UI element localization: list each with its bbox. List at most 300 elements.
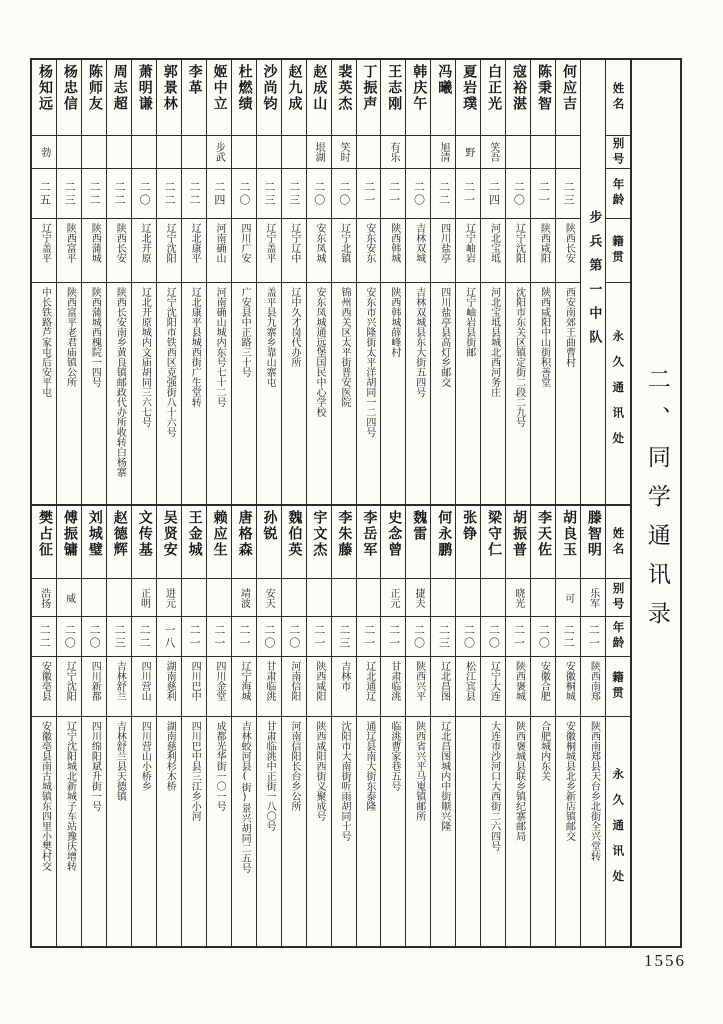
person-age-cell bbox=[581, 617, 605, 657]
person-age: 二一 bbox=[462, 180, 476, 207]
person-name-cell bbox=[357, 506, 381, 579]
person-alias-cell bbox=[357, 579, 381, 617]
person-origin-cell bbox=[531, 219, 555, 283]
person-alias-cell bbox=[132, 136, 156, 169]
person-address: 安东市兴隆街太平洋胡同一二四号 bbox=[363, 287, 375, 437]
header-address-label: 永久通讯处 bbox=[611, 767, 626, 896]
person-alias-cell bbox=[431, 136, 455, 169]
person-origin-cell bbox=[332, 219, 356, 283]
person-origin: 四川金堂 bbox=[214, 661, 226, 701]
person-column bbox=[281, 60, 306, 504]
person-name-cell bbox=[57, 60, 81, 136]
person-age: 二〇 bbox=[537, 623, 551, 650]
person-name-cell bbox=[531, 60, 555, 136]
person-origin: 陕西富平 bbox=[64, 223, 76, 263]
person-name-cell bbox=[406, 506, 430, 579]
person-origin-cell bbox=[57, 219, 81, 283]
person-age: 二一 bbox=[187, 623, 201, 650]
person-address: 陕西蒲城西槐院一四号 bbox=[89, 287, 101, 387]
person-alias: 可 bbox=[562, 592, 574, 603]
person-address: 合肥城内东关 bbox=[538, 721, 550, 781]
person-origin: 吉林市 bbox=[338, 661, 350, 691]
person-age: 二四 bbox=[212, 180, 226, 207]
top-row-header-column bbox=[605, 60, 630, 504]
person-address-cell bbox=[57, 717, 81, 946]
person-alias-cell bbox=[456, 579, 480, 617]
person-name-cell bbox=[157, 506, 181, 579]
person-alias: 晓光 bbox=[512, 587, 524, 608]
person-name: 赵九成 bbox=[286, 64, 303, 112]
person-origin: 陕西蒲城 bbox=[89, 223, 101, 263]
person-origin: 辽宁岫岩 bbox=[463, 223, 475, 263]
person-origin-cell bbox=[357, 219, 381, 283]
person-age: 二一 bbox=[512, 623, 526, 650]
person-alias-cell bbox=[381, 136, 405, 169]
person-alias-cell bbox=[307, 579, 331, 617]
person-origin: 四川营山 bbox=[139, 661, 151, 701]
person-name: 寇裕湛 bbox=[511, 64, 528, 112]
person-age-cell bbox=[82, 169, 106, 219]
person-alias-cell bbox=[182, 136, 206, 169]
person-age-cell bbox=[556, 617, 580, 657]
person-age: 二二 bbox=[38, 623, 52, 650]
person-alias-cell bbox=[182, 579, 206, 617]
person-origin: 四川盐亭 bbox=[438, 223, 450, 263]
person-name: 张铮 bbox=[461, 510, 478, 542]
person-origin: 辽北通辽 bbox=[363, 661, 375, 701]
person-alias-cell bbox=[282, 136, 306, 169]
person-age: 二三 bbox=[287, 180, 301, 207]
person-name-cell bbox=[406, 60, 430, 136]
person-origin: 甘肃临洮 bbox=[263, 661, 275, 701]
person-address: 吉林蛟河县(街)景兴胡同二五号 bbox=[239, 721, 251, 873]
section-title-column bbox=[630, 60, 680, 946]
person-address-cell bbox=[556, 283, 580, 504]
person-name-cell bbox=[307, 506, 331, 579]
person-age: 二四 bbox=[487, 180, 501, 207]
person-address-cell bbox=[307, 717, 331, 946]
person-name: 郭景林 bbox=[161, 64, 178, 112]
person-age: 二〇 bbox=[512, 180, 526, 207]
person-name-cell bbox=[257, 60, 281, 136]
person-name-cell bbox=[107, 60, 131, 136]
person-address: 甘肃临洮中正街一八〇号 bbox=[264, 721, 276, 831]
person-origin: 安东凤城 bbox=[313, 223, 325, 263]
person-name-cell bbox=[157, 60, 181, 136]
person-address: 沈阳市大南街听雨胡同十号 bbox=[338, 721, 350, 841]
person-name-cell bbox=[182, 60, 206, 136]
person-origin-cell bbox=[232, 219, 256, 283]
person-address-cell bbox=[132, 283, 156, 504]
person-alias-cell bbox=[57, 136, 81, 169]
person-age-cell bbox=[132, 169, 156, 219]
person-name-cell bbox=[456, 506, 480, 579]
person-address-cell bbox=[581, 717, 605, 946]
person-age-cell bbox=[257, 617, 281, 657]
person-origin-cell bbox=[381, 219, 405, 283]
person-origin: 安东安东 bbox=[363, 223, 375, 263]
person-alias-cell bbox=[82, 136, 106, 169]
person-name-cell bbox=[506, 60, 530, 136]
person-age: 二三 bbox=[562, 180, 576, 207]
person-column bbox=[81, 60, 106, 504]
person-name: 魏伯英 bbox=[286, 510, 303, 558]
person-column bbox=[455, 506, 480, 946]
person-alias: 勃 bbox=[38, 147, 50, 157]
person-origin-cell bbox=[531, 657, 555, 717]
person-alias-cell bbox=[531, 136, 555, 169]
person-column bbox=[306, 506, 331, 946]
person-age: 二二 bbox=[163, 180, 177, 207]
person-name: 杨知远 bbox=[36, 64, 53, 112]
person-column bbox=[256, 60, 281, 504]
person-origin-cell bbox=[107, 657, 131, 717]
person-origin-cell bbox=[257, 219, 281, 283]
person-age-cell bbox=[456, 169, 480, 219]
person-origin-cell bbox=[132, 219, 156, 283]
person-column bbox=[430, 506, 455, 946]
person-alias-cell bbox=[207, 136, 231, 169]
person-age: 二〇 bbox=[63, 623, 77, 650]
person-age-cell bbox=[481, 169, 505, 219]
person-column bbox=[32, 60, 56, 504]
person-age-cell bbox=[506, 617, 530, 657]
person-name: 梁守仁 bbox=[486, 510, 503, 558]
person-origin: 辽宁海城 bbox=[238, 661, 250, 701]
person-origin: 安徽桐城 bbox=[563, 661, 575, 701]
header-origin-cell bbox=[606, 657, 630, 717]
person-origin-cell bbox=[132, 657, 156, 717]
person-name-cell bbox=[82, 60, 106, 136]
person-alias-cell bbox=[406, 136, 430, 169]
person-column bbox=[256, 506, 281, 946]
person-address-cell bbox=[381, 717, 405, 946]
unit-label: 步兵第一中队 bbox=[586, 210, 602, 354]
person-name: 韩庆午 bbox=[411, 64, 428, 112]
person-column bbox=[530, 60, 555, 504]
person-address: 吉林舒兰县天德镇 bbox=[114, 721, 126, 801]
person-name-cell bbox=[32, 60, 56, 136]
person-address: 四川巴中县三江乡小河 bbox=[189, 721, 201, 821]
person-age: 二三 bbox=[262, 180, 276, 207]
person-address: 陕西咸阳中山街积善堂 bbox=[538, 287, 550, 387]
person-origin-cell bbox=[481, 657, 505, 717]
header-alias-label: 别号 bbox=[611, 582, 626, 613]
person-origin-cell bbox=[107, 219, 131, 283]
person-name-cell bbox=[556, 506, 580, 579]
person-alias: 靖波 bbox=[238, 587, 250, 608]
person-address: 辽北康平县城西街广生堂转 bbox=[189, 287, 201, 407]
header-alias-cell bbox=[606, 579, 630, 617]
person-age: 二一 bbox=[387, 180, 401, 207]
person-origin: 河北宝坻 bbox=[488, 223, 500, 263]
person-address: 安徽亳县南古城镇东四里小樊村交 bbox=[39, 721, 51, 871]
person-address-cell bbox=[107, 717, 131, 946]
person-address-cell bbox=[481, 717, 505, 946]
person-origin: 辽北开原 bbox=[139, 223, 151, 263]
person-address: 辽宁沈阳城北新城子车站豫庆增转 bbox=[64, 721, 76, 871]
page-number: 1556 bbox=[644, 951, 686, 970]
person-address-cell bbox=[132, 717, 156, 946]
person-name: 萧明谦 bbox=[136, 64, 153, 112]
person-age: 二一 bbox=[237, 623, 251, 650]
person-address: 陕西富平老君庙镇公所 bbox=[64, 287, 76, 387]
person-origin-cell bbox=[357, 657, 381, 717]
tables-area bbox=[32, 60, 630, 946]
person-alias-cell bbox=[282, 579, 306, 617]
person-alias-cell bbox=[82, 579, 106, 617]
person-age-cell bbox=[332, 617, 356, 657]
person-age-cell bbox=[431, 169, 455, 219]
person-address-cell bbox=[332, 283, 356, 504]
person-age-cell bbox=[207, 617, 231, 657]
person-age: 二二 bbox=[113, 180, 127, 207]
person-age-cell bbox=[556, 169, 580, 219]
person-name: 文传基 bbox=[136, 510, 153, 558]
person-name-cell bbox=[132, 60, 156, 136]
person-origin-cell bbox=[506, 219, 530, 283]
person-alias-cell bbox=[406, 579, 430, 617]
person-column bbox=[156, 60, 181, 504]
person-alias-cell bbox=[107, 136, 131, 169]
person-address: 辽北开原城内文庙胡同三六七号 bbox=[139, 287, 151, 427]
person-origin: 松江宾县 bbox=[463, 661, 475, 701]
person-name-cell bbox=[132, 506, 156, 579]
header-alias-label: 别号 bbox=[611, 136, 626, 168]
person-name: 滕智明 bbox=[585, 510, 602, 558]
person-address: 沈阳市东关区镇定街二段二九号 bbox=[513, 287, 525, 427]
person-address-cell bbox=[82, 717, 106, 946]
person-age-cell bbox=[481, 617, 505, 657]
person-column bbox=[56, 60, 81, 504]
person-address-cell bbox=[531, 283, 555, 504]
person-origin-cell bbox=[207, 219, 231, 283]
person-alias: 有乐 bbox=[388, 142, 400, 162]
header-name-label: 姓名 bbox=[611, 526, 626, 558]
person-origin-cell bbox=[456, 219, 480, 283]
person-origin-cell bbox=[82, 657, 106, 717]
person-age-cell bbox=[157, 617, 181, 657]
person-name-cell bbox=[456, 60, 480, 136]
person-age: 二三 bbox=[337, 623, 351, 650]
person-name: 丁振声 bbox=[361, 64, 378, 112]
person-origin-cell bbox=[456, 657, 480, 717]
person-name: 裴英杰 bbox=[336, 64, 353, 112]
person-name: 姬中立 bbox=[211, 64, 228, 112]
person-address-cell bbox=[282, 717, 306, 946]
header-origin-label: 籍贯 bbox=[611, 671, 626, 702]
person-name: 胡振普 bbox=[511, 510, 528, 558]
person-name-cell bbox=[506, 506, 530, 579]
person-alias-cell bbox=[257, 579, 281, 617]
person-column bbox=[380, 60, 405, 504]
person-column bbox=[231, 60, 256, 504]
person-address-cell bbox=[332, 717, 356, 946]
person-name: 白正光 bbox=[486, 64, 503, 112]
person-name-cell bbox=[232, 506, 256, 579]
person-origin: 辽宁北镇 bbox=[338, 223, 350, 263]
person-name: 杜燃绩 bbox=[236, 64, 253, 112]
person-name-cell bbox=[481, 60, 505, 136]
person-name: 李岳军 bbox=[361, 510, 378, 558]
person-name-cell bbox=[232, 60, 256, 136]
person-age-cell bbox=[506, 169, 530, 219]
person-name-cell bbox=[282, 506, 306, 579]
person-address-cell bbox=[531, 717, 555, 946]
person-age: 二〇 bbox=[462, 623, 476, 650]
person-name-cell bbox=[431, 60, 455, 136]
person-age-cell bbox=[232, 617, 256, 657]
person-age-cell bbox=[381, 169, 405, 219]
person-name-cell bbox=[556, 60, 580, 136]
person-origin: 河南确山 bbox=[214, 223, 226, 263]
person-name: 王金城 bbox=[186, 510, 203, 558]
person-origin-cell bbox=[32, 657, 56, 717]
person-origin-cell bbox=[556, 657, 580, 717]
person-name: 周志超 bbox=[111, 64, 128, 112]
person-age-cell bbox=[157, 169, 181, 219]
person-origin-cell bbox=[57, 657, 81, 717]
person-address: 辽北昌图城内中街顺兴隆 bbox=[438, 721, 450, 831]
person-age: 二一 bbox=[587, 623, 601, 650]
person-name: 王志刚 bbox=[386, 64, 403, 112]
person-age-cell bbox=[82, 617, 106, 657]
person-address-cell bbox=[357, 283, 381, 504]
person-address-cell bbox=[456, 717, 480, 946]
person-column bbox=[455, 60, 480, 504]
person-origin-cell bbox=[381, 657, 405, 717]
person-address-cell bbox=[232, 717, 256, 946]
person-origin: 辽宁沈阳 bbox=[64, 661, 76, 701]
person-address: 辽宁岫岩县街邮 bbox=[463, 287, 475, 357]
person-age: 二〇 bbox=[88, 623, 102, 650]
person-column bbox=[530, 506, 555, 946]
person-age: 二一 bbox=[212, 623, 226, 650]
person-address: 广安县中正路三十号 bbox=[239, 287, 251, 377]
person-alias-cell bbox=[157, 136, 181, 169]
person-origin: 陕西南郑 bbox=[588, 661, 600, 701]
person-origin-cell bbox=[431, 657, 455, 717]
header-name-cell bbox=[606, 506, 630, 579]
person-alias: 笑吾 bbox=[487, 142, 499, 162]
person-alias-cell bbox=[232, 579, 256, 617]
person-origin-cell bbox=[182, 219, 206, 283]
person-origin-cell bbox=[307, 219, 331, 283]
person-origin-cell bbox=[232, 657, 256, 717]
person-address: 辽中久才岗代办所 bbox=[289, 287, 301, 367]
person-alias-cell bbox=[556, 579, 580, 617]
person-column bbox=[505, 506, 530, 946]
person-origin: 辽宁沈阳 bbox=[513, 223, 525, 263]
person-address-cell bbox=[107, 283, 131, 504]
header-age-cell bbox=[606, 169, 630, 219]
person-origin: 辽北昌图 bbox=[438, 661, 450, 701]
person-name: 胡良玉 bbox=[560, 510, 577, 558]
person-origin: 四川广安 bbox=[238, 223, 250, 263]
person-origin: 吉林双城 bbox=[413, 223, 425, 263]
person-origin: 辽宁大连 bbox=[488, 661, 500, 701]
person-address: 成都光华街一〇一号 bbox=[214, 721, 226, 811]
person-alias: 乐军 bbox=[587, 587, 599, 608]
top-table bbox=[32, 60, 630, 506]
person-age: 一八 bbox=[163, 623, 177, 650]
person-origin-cell bbox=[481, 219, 505, 283]
unit-column bbox=[580, 60, 605, 504]
person-address-cell bbox=[506, 283, 530, 504]
person-alias: 安天 bbox=[263, 587, 275, 608]
person-origin-cell bbox=[157, 219, 181, 283]
person-origin-cell bbox=[556, 219, 580, 283]
person-origin-cell bbox=[581, 657, 605, 717]
person-age-cell bbox=[207, 169, 231, 219]
person-origin: 辽宁沈阳 bbox=[164, 223, 176, 263]
person-name: 陈师友 bbox=[86, 64, 103, 112]
person-alias-cell bbox=[431, 579, 455, 617]
person-column bbox=[356, 60, 381, 504]
section-title: 二、同学通讯录 bbox=[643, 366, 670, 640]
person-origin: 吉林舒兰 bbox=[114, 661, 126, 701]
person-name-cell bbox=[207, 506, 231, 579]
person-alias-cell bbox=[556, 136, 580, 169]
header-age-label: 年龄 bbox=[611, 621, 626, 652]
person-alias-cell bbox=[506, 579, 530, 617]
person-name-cell bbox=[257, 506, 281, 579]
person-origin-cell bbox=[406, 657, 430, 717]
person-name: 刘城璧 bbox=[86, 510, 103, 558]
person-name-cell bbox=[481, 506, 505, 579]
header-age-cell bbox=[606, 617, 630, 657]
person-column bbox=[480, 60, 505, 504]
person-alias: 捷夫 bbox=[412, 587, 424, 608]
person-address-cell bbox=[456, 283, 480, 504]
person-age-cell bbox=[357, 617, 381, 657]
person-alias-cell bbox=[307, 136, 331, 169]
person-column bbox=[356, 506, 381, 946]
person-age-cell bbox=[182, 169, 206, 219]
person-origin: 安徽亳县 bbox=[39, 661, 51, 701]
person-name: 魏雷 bbox=[411, 510, 428, 542]
person-address: 河北宝坻县城北西河务庄 bbox=[488, 287, 500, 397]
person-age: 二〇 bbox=[287, 623, 301, 650]
person-origin: 陕西长安 bbox=[114, 223, 126, 263]
person-alias: 垠湖 bbox=[313, 142, 325, 162]
person-name: 唐格森 bbox=[236, 510, 253, 558]
person-alias-cell bbox=[506, 136, 530, 169]
person-name: 何应吉 bbox=[560, 64, 577, 112]
person-origin: 辽北康平 bbox=[189, 223, 201, 263]
person-address-cell bbox=[257, 283, 281, 504]
person-address: 湖南慈利杉木桥 bbox=[164, 721, 176, 791]
person-column bbox=[281, 506, 306, 946]
person-name-cell bbox=[107, 506, 131, 579]
person-address-cell bbox=[182, 283, 206, 504]
person-age-cell bbox=[332, 169, 356, 219]
person-age: 二一 bbox=[537, 180, 551, 207]
person-origin: 湖南慈利 bbox=[164, 661, 176, 701]
person-age: 二二 bbox=[562, 623, 576, 650]
person-age-cell bbox=[57, 169, 81, 219]
header-address-cell bbox=[606, 283, 630, 504]
person-origin-cell bbox=[506, 657, 530, 717]
person-age-cell bbox=[456, 617, 480, 657]
person-alias: 浩扬 bbox=[38, 587, 50, 608]
person-address: 四川营山小桥乡 bbox=[139, 721, 151, 791]
person-origin-cell bbox=[282, 219, 306, 283]
person-origin: 辽宁盖平 bbox=[263, 223, 275, 263]
person-alias-cell bbox=[257, 136, 281, 169]
person-address-cell bbox=[157, 717, 181, 946]
person-name-cell bbox=[82, 506, 106, 579]
